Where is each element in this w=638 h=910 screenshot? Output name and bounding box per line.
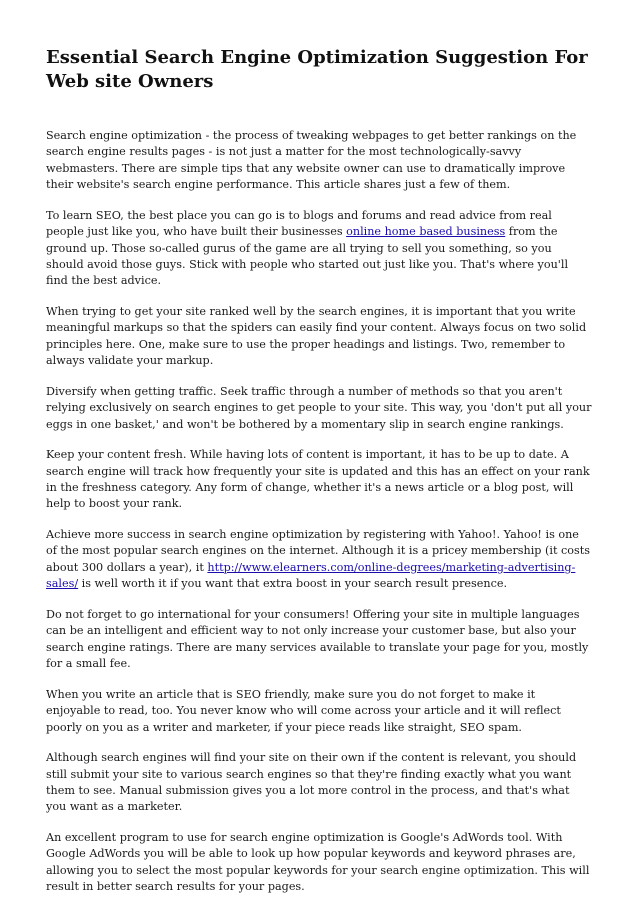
- paragraph-6-before: Achieve more success in search engine optimization by registering with Yahoo!. Yahoo! is one of the most popular search engines on the internet. Although it is a pricey membership (it costs about 300 dollars a year), it: [46, 528, 591, 574]
- paragraph-2: [46, 208, 592, 290]
- paragraph-6-after: is well worth it if you want that extra boost in your search result presence.: [78, 577, 508, 591]
- paragraph-6: [46, 527, 592, 593]
- paragraph-1: Search engine optimization - the process of tweaking webpages to get better rankings on the search engine results pages - is not just a matter for the most technologically-savvy webmasters. There are simple tips that any website owner can use to dramatically improve their website's search engine performance. This article shares just a few of them.: [46, 129, 577, 192]
- link-elearners-url[interactable]: http://www.elearners.com/online-degrees/marketing-advertising-sales/: [46, 560, 576, 591]
- document-title: Essential Search Engine Optimization Suggestion For Web site Owners: [46, 47, 588, 92]
- paragraph-2-before: To learn SEO, the best place you can go is to blogs and forums and read advice from real people just like you, who have built their businesses: [46, 208, 552, 239]
- document-page: [46, 46, 592, 910]
- paragraph-3: When trying to get your site ranked well by the search engines, it is important that you write meaningful markups so that the spiders can easily find your content. Always focus on two solid principles here. One, make sure to use the proper headings and listings. Two, remember to always validate your markup.: [46, 305, 587, 368]
- paragraph-9: Although search engines will find your site on their own if the content is relevant, you should still submit your site to various search engines so that they're finding exactly what you want them to see. Manual submission gives you a lot more control in the process, and that's what you want as a marketer.: [46, 751, 577, 814]
- paragraph-7: Do not forget to go international for your consumers! Offering your site in multiple languages can be an intelligent and efficient way to not only increase your customer base, but also your search engine ratings. There are many services available to translate your page for you, mostly for a small fee.: [46, 607, 589, 671]
- link-online-home-based-business[interactable]: online home based business: [346, 225, 506, 239]
- paragraph-8: When you write an article that is SEO friendly, make sure you do not forget to make it enjoyable to read, too. You never know who will come across your article and it will reflect poorly on you as a writer and marketer, if your piece reads like straight, SEO spam.: [46, 687, 561, 734]
- paragraph-5: Keep your content fresh. While having lots of content is important, it has to be up to date. A search engine will track how frequently your site is updated and this has an effect on your rank in the freshness category. Any form of change, whether it's a news article or a blog post, will help to boost your rank.: [46, 448, 590, 511]
- paragraph-10: An excellent program to use for search engine optimization is Google's AdWords tool. With Google AdWords you will be able to look up how popular keywords and keyword phrases are, allowing you to select the most popular keywords for your search engine optimization. This will result in better search results for your pages.: [46, 830, 590, 894]
- paragraph-2-after: from the ground up. Those so-called gurus of the game are all trying to sell you something, so you should avoid those guys. Stick with people who started out just like you. That's where you'll find the best advice.: [46, 225, 569, 288]
- paragraph-4: Diversify when getting traffic. Seek traffic through a number of methods so that you aren't relying exclusively on search engines to get people to your site. This way, you 'don't put all your eggs in one basket,' and won't be bothered by a momentary slip in search engine rankings.: [46, 384, 592, 431]
